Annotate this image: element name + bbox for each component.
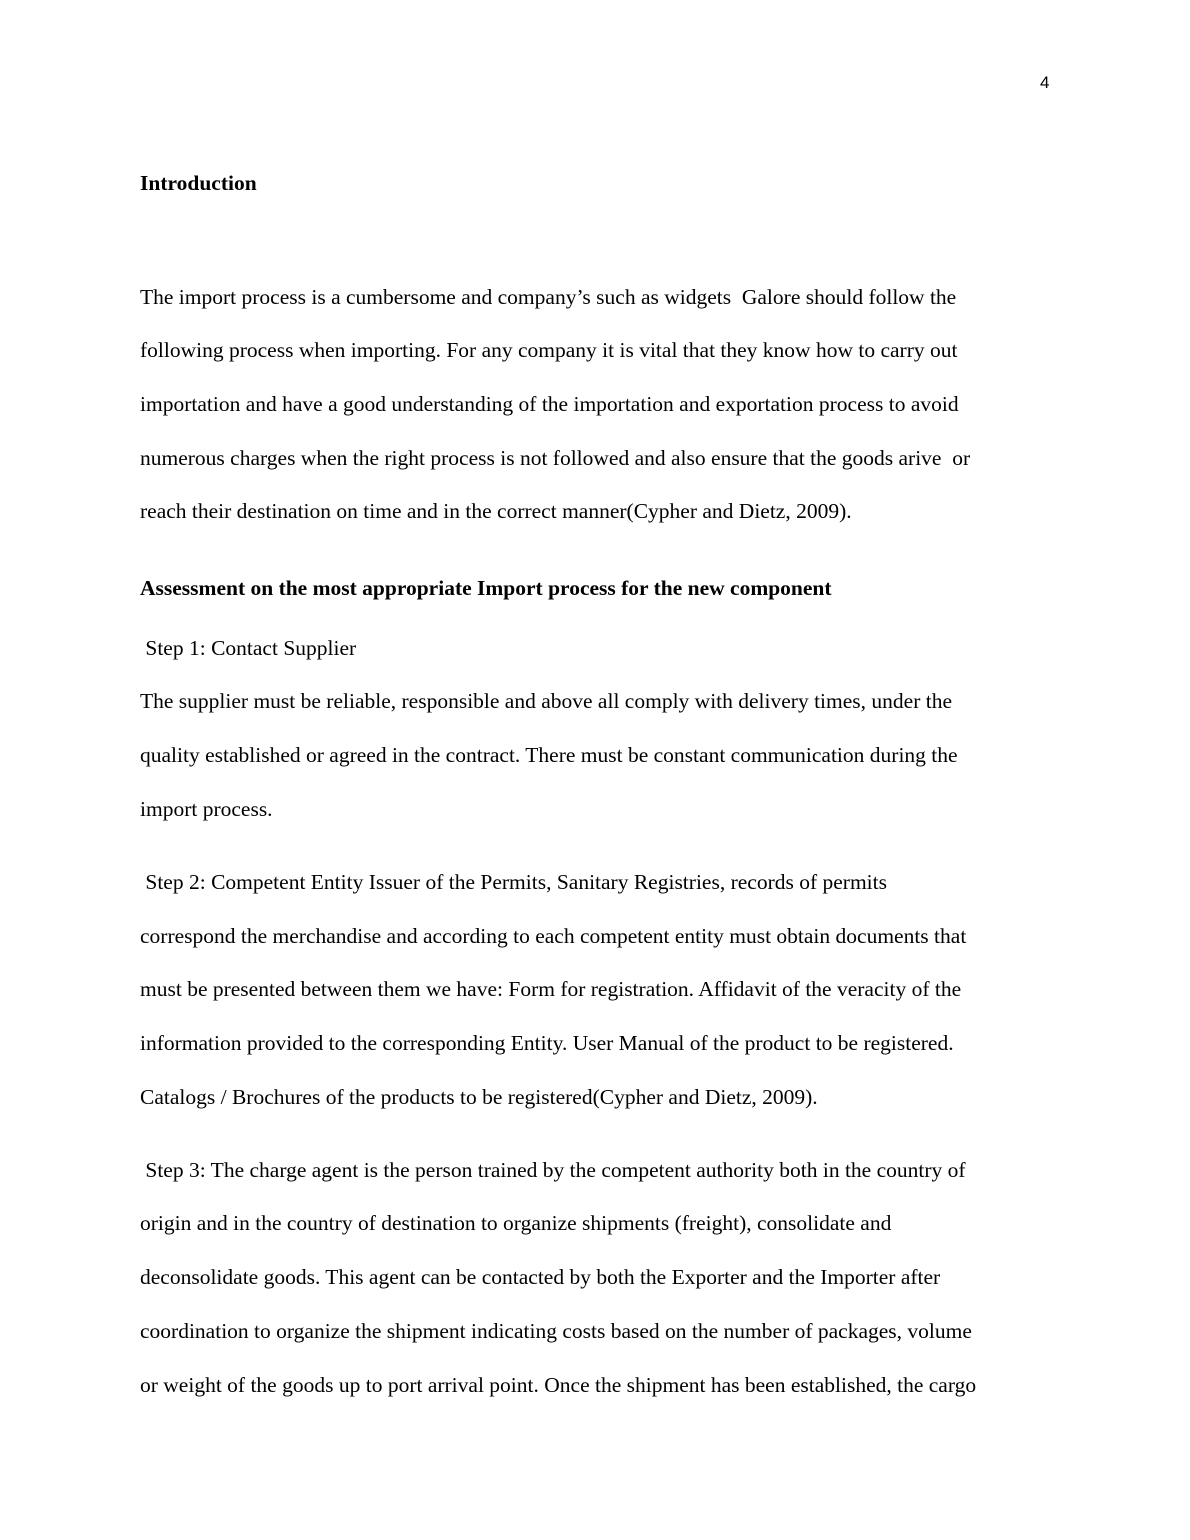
paragraph-line: origin and in the country of destination to organize shipments (freight), consolidate and [140,1211,892,1235]
step1-title: Step 1: Contact Supplier [140,636,357,660]
paragraph-line: must be presented between them we have: Form for registration. Affidavit of the veracity of the [140,977,962,1001]
paragraph-line: information provided to the corresponding Entity. User Manual of the product to be registered. [140,1031,954,1055]
paragraph-line: quality established or agreed in the contract. There must be constant communication during the [140,743,958,767]
paragraph-line: Step 2: Competent Entity Issuer of the Permits, Sanitary Registries, records of permits [140,870,887,894]
paragraph-line: coordination to organize the shipment indicating costs based on the number of packages, volume [140,1319,972,1343]
paragraph-line: reach their destination on time and in the correct manner(Cypher and Dietz, 2009). [140,499,852,523]
paragraph-line: The supplier must be reliable, responsible and above all comply with delivery times, under the [140,689,953,713]
paragraph-line: import process. [140,797,273,821]
paragraph-line: correspond the merchandise and according to each competent entity must obtain documents that [140,924,967,948]
paragraph-line: deconsolidate goods. This agent can be contacted by both the Exporter and the Importer after [140,1265,941,1289]
paragraph-line: or weight of the goods up to port arrival point. Once the shipment has been established, the cargo [140,1373,977,1397]
paragraph-line: Catalogs / Brochures of the products to be registered(Cypher and Dietz, 2009). [140,1085,818,1109]
page-number: 4 [1040,73,1050,92]
paragraph-line: numerous charges when the right process is not followed and also ensure that the goods arive or [140,446,971,470]
paragraph-line: The import process is a cumbersome and company’s such as widgets Galore should follow the [140,285,957,309]
paragraph-line: Step 3: The charge agent is the person trained by the competent authority both in the country of [140,1158,966,1182]
introduction-heading: Introduction [140,171,257,195]
assessment-heading: Assessment on the most appropriate Import process for the new component [140,576,832,600]
paragraph-line: following process when importing. For any company it is vital that they know how to carry out [140,338,958,362]
paragraph-line: importation and have a good understanding of the importation and exportation process to avoid [140,392,959,416]
